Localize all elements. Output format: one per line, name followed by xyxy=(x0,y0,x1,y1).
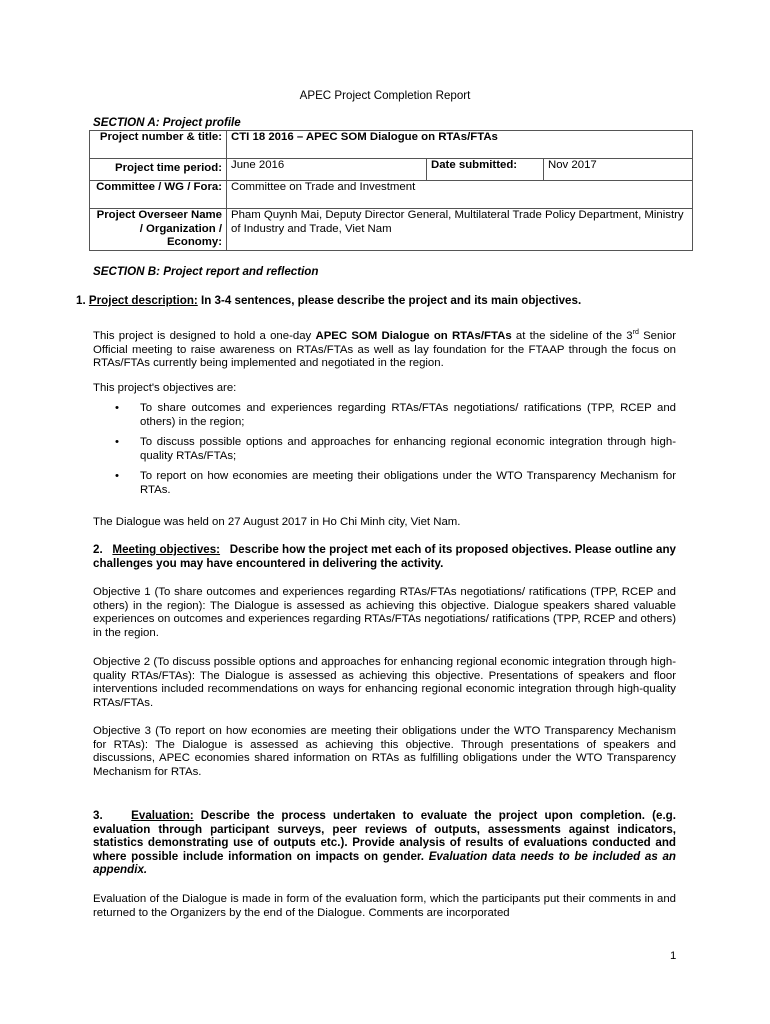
question-1-prompt: In 3-4 sentences, please describe the project and its main objectives. xyxy=(201,294,582,307)
section-a-heading: SECTION A: Project profile xyxy=(93,116,241,129)
table-row xyxy=(90,159,693,181)
table-row xyxy=(90,209,693,251)
objective-2-paragraph: Objective 2 (To discuss possible options and approaches for enhancing regional economic integration through high-quality RTAs/FTAs): The Dialogue is assessed as achieving this objective. Presentations of speakers and floor interventions included recommendations on ways for enhancing regional economic integration through high-quality RTAs/FTAs. xyxy=(93,656,676,709)
project-number-label: Project number & title: xyxy=(90,131,227,159)
superscript: rd xyxy=(632,329,639,337)
question-3-title: Evaluation: xyxy=(131,809,194,822)
list-item-text: To discuss possible options and approaches for enhancing regional economic integration through high-quality RTAs/FTAs; xyxy=(140,436,676,462)
text-span: This project is designed to hold a one-day xyxy=(93,330,316,342)
evaluation-paragraph: Evaluation of the Dialogue is made in form of the evaluation form, which the participants put their comments in and returned to the Organizers by the end of the Dialogue. Comments are incorporated xyxy=(93,893,676,919)
question-3-appendix-note: Evaluation data needs to be included as an appendix. xyxy=(93,849,676,877)
objective-3-paragraph: Objective 3 (To report on how economies are meeting their obligations under the WTO Transparency Mechanism for RTAs): The Dialogue is assessed as achieving this objective. Through presentations of speakers and discussions, APEC economies shared information on RTAs as fulfilling obligations under the WTO Transparency Mechanism for RTAs. xyxy=(93,725,676,778)
time-period-value: June 2016 xyxy=(227,159,427,181)
list-item xyxy=(93,470,676,497)
overseer-value: Pham Quynh Mai, Deputy Director General, Multilateral Trade Policy Department, Ministry of Industry and Trade, Viet Nam xyxy=(227,209,693,251)
bullet-icon: • xyxy=(115,470,119,483)
dialogue-date-paragraph: The Dialogue was held on 27 August 2017 in Ho Chi Minh city, Viet Nam. xyxy=(93,516,461,528)
list-item xyxy=(93,436,676,463)
question-2-number: 2. xyxy=(93,543,103,556)
question-2-title: Meeting objectives: xyxy=(112,543,221,556)
objectives-list xyxy=(93,402,676,505)
question-1-number: 1. xyxy=(76,294,86,307)
overseer-label: Project Overseer Name / Organization / Economy: xyxy=(90,209,227,251)
question-3-heading xyxy=(93,809,676,877)
project-profile-table xyxy=(89,130,693,251)
objective-1-paragraph: Objective 1 (To share outcomes and experiences regarding RTAs/FTAs negotiations/ ratifications (TPP, RCEP and others) in the region): The Dialogue is assessed as achieving this objective. Dialogue speakers shared valuable experiences on outcomes and experiences regarding RTAs/FTAs negotiations/ ratifications (TPP, RCEP and others) in the region. xyxy=(93,586,676,639)
report-title: APEC Project Completion Report xyxy=(299,89,471,102)
question-3-number: 3. xyxy=(93,809,103,822)
question-2-prompt: Describe how the project met each of its proposed objectives. Please outline any challenges you may have encountered in delivering the activity. xyxy=(93,543,676,570)
page-number: 1 xyxy=(670,950,677,962)
question-3-prompt: Describe the process undertaken to evaluate the project upon completion. (e.g. evaluation through participant surveys, peer reviews of outputs, assessments against indicators, statistics demonstrating use of outputs etc.). Provide analysis of results of evaluations conducted and where possible include information on impacts on gender. xyxy=(93,809,676,863)
committee-label: Committee / WG / Fora: xyxy=(90,181,227,209)
list-item-text: To share outcomes and experiences regarding RTAs/FTAs negotiations/ ratifications (TPP, RCEP and others) in the region; xyxy=(140,402,676,428)
question-1-heading xyxy=(76,294,676,308)
question-1-title: Project description: xyxy=(88,294,198,307)
objectives-intro: This project's objectives are: xyxy=(93,382,237,394)
list-item-text: To report on how economies are meeting their obligations under the WTO Transparency Mechanism for RTAs. xyxy=(140,470,676,496)
table-row xyxy=(90,181,693,209)
project-description-paragraph xyxy=(93,330,676,371)
bullet-icon: • xyxy=(115,402,119,414)
table-row xyxy=(90,131,693,159)
list-item xyxy=(93,402,676,429)
time-period-label: Project time period: xyxy=(90,159,227,181)
dialogue-name: APEC SOM Dialogue on RTAs/FTAs xyxy=(315,330,512,342)
project-number-value: CTI 18 2016 – APEC SOM Dialogue on RTAs/FTAs xyxy=(227,131,693,159)
committee-value: Committee on Trade and Investment xyxy=(227,181,693,209)
bullet-icon: • xyxy=(115,436,119,449)
question-2-heading xyxy=(93,543,676,570)
text-span: Senior Official meeting to raise awareness on RTAs/FTAs as well as lay foundation for the FTAAP through the focus on RTAs/FTAs currently being implemented and negotiated in the region. xyxy=(93,330,676,370)
date-submitted-label: Date submitted: xyxy=(427,159,544,181)
text-span: at the sideline of the 3 xyxy=(511,330,633,342)
date-submitted-value: Nov 2017 xyxy=(544,159,693,181)
section-b-heading: SECTION B: Project report and reflection xyxy=(93,265,319,278)
